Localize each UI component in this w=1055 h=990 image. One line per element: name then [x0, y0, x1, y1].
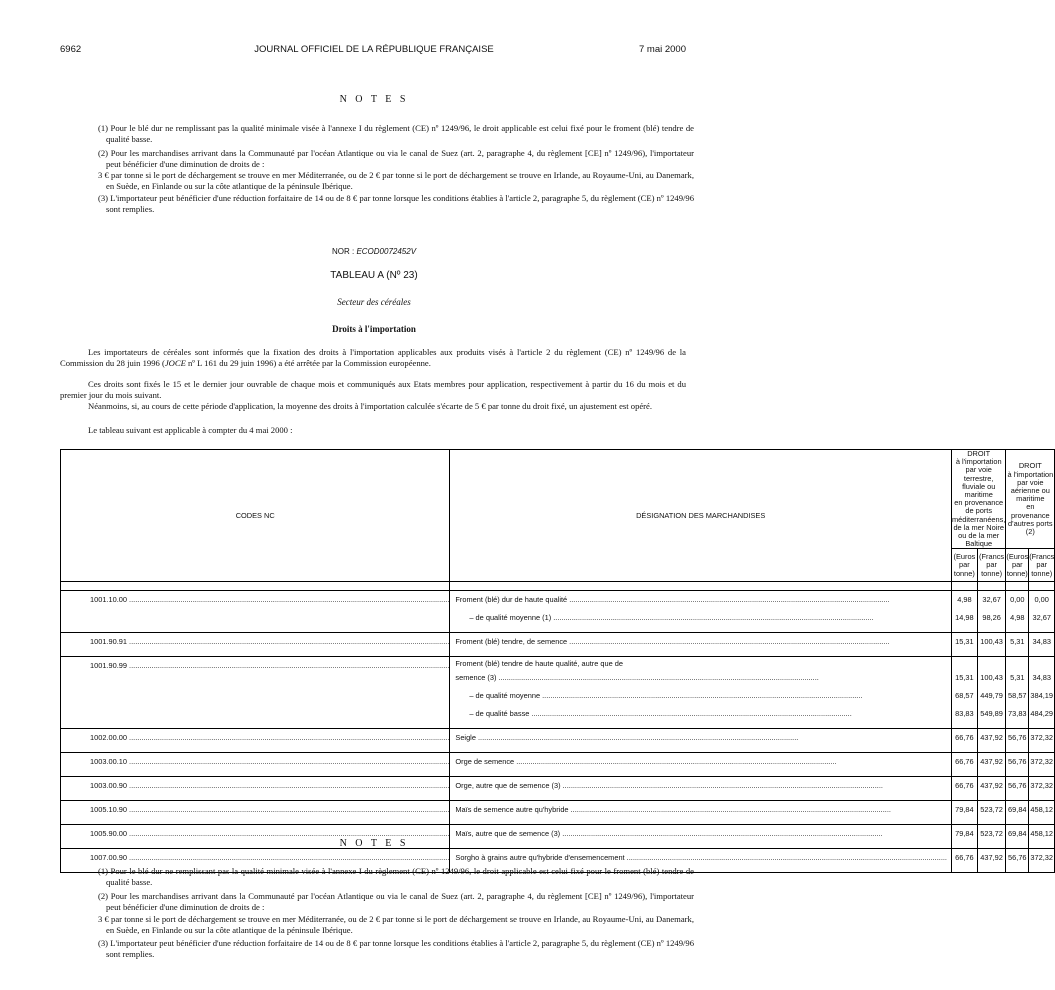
duty-euros-other-ports: 69,84 — [1008, 829, 1027, 839]
duty-euros-mediterranean: 66,76 — [955, 733, 974, 743]
duty-francs-mediterranean: 523,72 — [980, 805, 1003, 815]
duty-euros-other-ports: 56,76 — [1008, 733, 1027, 743]
note-2-bottom: (2) Pour les marchandises arrivant dans la Communauté par l'océan Atlantique ou via le canal de Suez (art. 2, paragraphe 4, du règlement [CE] nº 1249/96), l'importateur peut bénéficier d'une diminution de droits de : — [98, 891, 694, 912]
duty-euros-mediterranean: 79,84 — [955, 829, 974, 839]
note-3-top: (3) L'importateur peut bénéficier d'une réduction forfaitaire de 14 ou de 8 € par tonne lorsque les conditions établies à l'article 2, paragraphe 5, du règlement (CE) nº 1249/96 sont remplies. — [98, 193, 694, 214]
intro-p1-end: nº L 161 du 29 juin 1996) a été arrêtée par la Commission européenne. — [185, 357, 431, 368]
duty-euros-mediterranean: 15,31 — [955, 673, 974, 683]
duty-francs-other-ports: 372,32 — [1030, 757, 1054, 767]
duty-francs-other-ports: 372,32 — [1030, 781, 1054, 791]
nc-code: 1002.00.00 ..... — [61, 729, 449, 747]
duty-francs-mediterranean: 437,92 — [980, 757, 1003, 767]
designation-line: Sorgho à grains autre qu'hybride d'ensemencement ..... — [450, 849, 951, 867]
duty-francs-other-ports: 34,83 — [1032, 637, 1051, 647]
unit-francs-1: (Francs par tonne) — [977, 549, 1006, 582]
duty-euros-mediterranean: 66,76 — [955, 781, 974, 791]
note-1-top: (1) Pour le blé dur ne remplissant pas la qualité minimale visée à l'annexe I du règlement (CE) nº 1249/96, le droit applicable est celui fixé pour le froment (blé) tendre de qualité basse. — [98, 123, 694, 144]
nc-code: 1003.00.90 ..... — [61, 777, 449, 795]
designation-line: semence (3) ..... — [450, 669, 951, 687]
nc-code: 1001.10.00 ..... — [61, 591, 449, 609]
section-heading: Droits à l'importation — [332, 324, 416, 334]
duty-euros-mediterranean: 66,76 — [955, 757, 974, 767]
designation-line: – de qualité moyenne (1) ..... — [450, 609, 951, 627]
duty-francs-other-ports: 458,12 — [1030, 829, 1054, 839]
duty-euros-other-ports: 56,76 — [1008, 757, 1027, 767]
nc-code: 1001.90.91 ..... — [61, 633, 449, 651]
table-row — [61, 633, 1055, 657]
duty-francs-other-ports: 484,29 — [1030, 709, 1054, 719]
duty-francs-mediterranean: 437,92 — [980, 781, 1003, 791]
intro-paragraph-4: Le tableau suivant est applicable à compter du 4 mai 2000 : — [88, 425, 293, 435]
note-3-bottom: (3) L'importateur peut bénéficier d'une réduction forfaitaire de 14 ou de 8 € par tonne lorsque les conditions établies à l'article 2, paragraphe 5, du règlement (CE) nº 1249/96 sont remplies. — [98, 938, 694, 959]
nc-code: 1001.90.99 ..... — [61, 657, 449, 675]
intro-paragraph-3: Néanmoins, si, au cours de cette période d'application, la moyenne des droits à l'importation calculée s'écarte de 5 € par tonne du droit fixé, un ajustement est opéré. — [88, 401, 653, 411]
journal-title: JOURNAL OFFICIEL DE LA RÉPUBLIQUE FRANÇAISE — [254, 44, 494, 55]
note-2-top: (2) Pour les marchandises arrivant dans la Communauté par l'océan Atlantique ou via le canal de Suez (art. 2, paragraphe 4, du règlement [CE] nº 1249/96), l'importateur peut bénéficier d'une diminution de droits de : — [98, 148, 694, 169]
intro-paragraph-1 — [60, 347, 686, 368]
duty-francs-other-ports: 458,12 — [1030, 805, 1054, 815]
notes-heading-top: N O T E S — [339, 94, 409, 105]
note-2b-bottom: 3 € par tonne si le port de déchargement se trouve en mer Méditerranée, ou de 2 € par tonne si le port de déchargement se trouve en Irlande, au Royaume-Uni, au Danemark, en Suède, en Finlande ou sur la côte atlantique de la péninsule Ibérique. — [98, 914, 694, 935]
intro-paragraph-2: Ces droits sont fixés le 15 et le dernier jour ouvrable de chaque mois et communiqués aux Etats membres pour application, respectivement à partir du 16 du mois et du premier jour du mois suivant. — [60, 379, 686, 400]
col-group-mediterranean: DROIT à l'importation par voie terrestre, fluviale ou maritime en provenance de ports méditerranéens, de la mer Noire ou de la mer Baltique — [952, 449, 1006, 549]
col-header-codes: CODES NC — [61, 450, 450, 582]
table-row — [61, 657, 1055, 729]
sector-subtitle: Secteur des céréales — [337, 297, 411, 307]
note-1-bottom: (1) Pour le blé dur ne remplissant pas la qualité minimale visée à l'annexe I du règlement (CE) nº 1249/96, le droit applicable est celui fixé pour le froment (blé) tendre de qualité basse. — [98, 866, 694, 887]
designation-line: Froment (blé) tendre de haute qualité, autre que de — [455, 659, 624, 669]
designation-line: Maïs de semence autre qu'hybride ..... — [450, 801, 951, 819]
tableau-title: TABLEAU A (Nº 23) — [330, 270, 418, 281]
designation-line: Seigle ..... — [450, 729, 951, 747]
duty-francs-mediterranean: 549,89 — [980, 709, 1003, 719]
designation-line: Orge, autre que de semence (3) ..... — [450, 777, 951, 795]
joce-citation: JOCE — [164, 357, 186, 368]
table-row — [61, 753, 1055, 777]
page-number: 6962 — [60, 44, 82, 55]
duty-francs-mediterranean: 437,92 — [980, 733, 1003, 743]
duty-francs-mediterranean: 32,67 — [982, 595, 1001, 605]
duty-euros-mediterranean: 68,57 — [955, 691, 974, 701]
duty-euros-mediterranean: 83,83 — [955, 709, 974, 719]
notes-heading-bottom: N O T E S — [339, 838, 409, 849]
duty-euros-other-ports: 73,83 — [1008, 709, 1027, 719]
designation-line: Froment (blé) tendre, de semence ..... — [450, 633, 951, 651]
designation-line: Froment (blé) dur de haute qualité ..... — [450, 591, 951, 609]
designation-line: – de qualité moyenne ..... — [450, 687, 951, 705]
duty-francs-other-ports: 0,00 — [1034, 595, 1049, 605]
table-row — [61, 729, 1055, 753]
duty-euros-other-ports: 56,76 — [1008, 853, 1027, 863]
duty-euros-mediterranean: 79,84 — [955, 805, 974, 815]
duty-francs-other-ports: 384,19 — [1030, 691, 1054, 701]
duty-euros-other-ports: 56,76 — [1008, 781, 1027, 791]
duty-francs-mediterranean: 98,26 — [982, 613, 1001, 623]
table-row — [61, 591, 1055, 633]
note-2b-top: 3 € par tonne si le port de déchargement se trouve en mer Méditerranée, ou de 2 € par tonne si le port de déchargement se trouve en Irlande, au Royaume-Uni, au Danemark, en Suède, en Finlande ou sur la côte atlantique de la péninsule Ibérique. — [98, 170, 694, 191]
designation-line: Maïs, autre que de semence (3) ..... — [450, 825, 951, 843]
duty-francs-other-ports: 32,67 — [1032, 613, 1051, 623]
nc-code: 1007.00.90 ..... — [61, 849, 449, 867]
duty-euros-other-ports: 5,31 — [1010, 673, 1025, 683]
nor-value: ECOD0072452V — [356, 247, 417, 256]
nc-code: 1005.10.90 ..... — [61, 801, 449, 819]
designation-line: – de qualité basse ..... — [450, 705, 951, 723]
nc-code: 1003.00.10 ..... — [61, 753, 449, 771]
duty-francs-mediterranean: 100,43 — [980, 637, 1003, 647]
unit-euros-2: (Euros par tonne) — [1006, 549, 1029, 582]
duty-francs-mediterranean: 437,92 — [980, 853, 1003, 863]
duty-francs-other-ports: 372,32 — [1030, 853, 1054, 863]
duty-euros-other-ports: 5,31 — [1010, 637, 1025, 647]
duty-euros-other-ports: 0,00 — [1010, 595, 1025, 605]
duty-francs-mediterranean: 449,79 — [980, 691, 1003, 701]
intro-p1-start: Les importateurs de céréales sont informés que la fixation des droits à l'importation applicables aux produits visés à l'article 2 du règlement (CE) nº 1249/96 de la Commission du 28 juin 1996 ( — [60, 347, 686, 368]
duty-euros-other-ports: 69,84 — [1008, 805, 1027, 815]
table-row — [61, 801, 1055, 825]
unit-euros-1: (Euros par tonne) — [952, 549, 978, 582]
nc-code: 1005.90.00 ..... — [61, 825, 449, 843]
nor-label: NOR : — [331, 247, 355, 256]
duty-francs-other-ports: 372,32 — [1030, 733, 1054, 743]
duty-francs-mediterranean: 100,43 — [980, 673, 1003, 683]
duty-euros-other-ports: 58,57 — [1008, 691, 1027, 701]
duty-euros-mediterranean: 4,98 — [957, 595, 972, 605]
col-header-designation: DÉSIGNATION DES MARCHANDISES — [450, 450, 952, 582]
duty-francs-mediterranean: 523,72 — [980, 829, 1003, 839]
issue-date: 7 mai 2000 — [638, 44, 686, 55]
duty-francs-other-ports: 34,83 — [1032, 673, 1051, 683]
duty-euros-mediterranean: 66,76 — [955, 853, 974, 863]
duty-euros-mediterranean: 14,98 — [955, 613, 974, 623]
col-group-other-ports: DROIT à l'importation par voie aérienne ou maritime en provenance d'autres ports (2) — [1006, 450, 1055, 549]
table-row — [61, 777, 1055, 801]
duty-euros-other-ports: 4,98 — [1010, 613, 1025, 623]
unit-francs-2: (Francs par tonne) — [1029, 549, 1055, 582]
designation-line: Orge de semence ..... — [450, 753, 951, 771]
duties-table — [60, 449, 1055, 873]
duty-euros-mediterranean: 15,31 — [955, 637, 974, 647]
nor-reference — [0, 247, 748, 256]
